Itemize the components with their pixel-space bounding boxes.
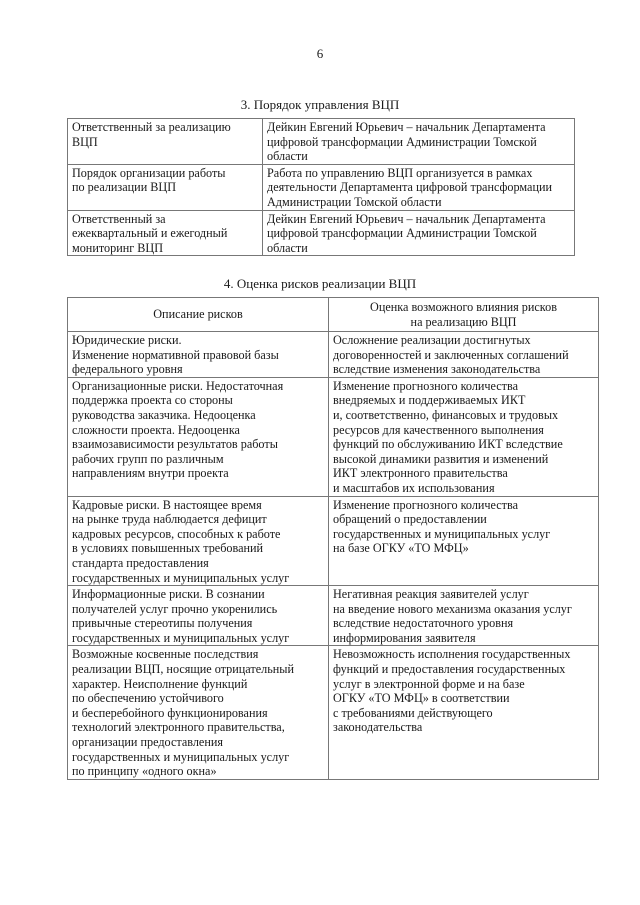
text-line: организации предоставления xyxy=(72,735,223,750)
text-line: кадровых ресурсов, способных к работе xyxy=(72,526,281,541)
risk-description-cell xyxy=(68,377,329,496)
table-row xyxy=(68,119,575,165)
text-line: ИКТ электронного правительства xyxy=(333,466,508,481)
text-line: государственных и муниципальных услуг xyxy=(72,570,290,585)
header-risk-description xyxy=(68,298,329,332)
text-line: по принципу «одного окна» xyxy=(72,764,217,779)
risk-description-cell xyxy=(68,332,329,378)
section-3-title: 3. Порядок управления ВЦП xyxy=(240,97,400,112)
text-line: высокой динамики развития и изменений xyxy=(333,451,549,466)
table-row xyxy=(68,164,575,210)
text-line: услуг в электронной форме и на базе xyxy=(333,676,525,691)
text-line: Изменение нормативной правовой базы xyxy=(72,347,279,362)
table-row xyxy=(68,210,575,256)
risk-impact-cell xyxy=(329,646,599,779)
row-value-cell xyxy=(263,119,575,165)
text-line: цифровой трансформации Администрации Томской xyxy=(267,226,537,241)
text-line: государственных и муниципальных услуг xyxy=(72,630,290,645)
text-line: на рынке труда наблюдается дефицит xyxy=(72,512,267,527)
text-line: области xyxy=(267,149,308,164)
text-line: Осложнение реализации достигнутых xyxy=(333,333,531,347)
text-line: договоренностей и заключенных соглашений xyxy=(333,347,569,362)
risk-description-cell xyxy=(68,646,329,779)
text-line: области xyxy=(267,240,308,255)
text-line: вследствие изменения законодательства xyxy=(333,362,541,377)
text-line: направлениям внутри проекта xyxy=(72,466,229,481)
text-line: Информационные риски. В сознании xyxy=(72,587,265,602)
text-line: по реализации ВЦП xyxy=(72,180,177,195)
text-line: Порядок организации работы xyxy=(72,165,226,180)
text-line: ресурсов для качественного выполнения xyxy=(333,422,544,437)
text-line: Кадровые риски. В настоящее время xyxy=(72,497,262,512)
text-line: деятельности Департамента цифровой трансформации xyxy=(267,180,553,195)
text-line: Дейкин Евгений Юрьевич – начальник Департамента xyxy=(267,120,546,134)
text-line: на реализацию ВЦП xyxy=(410,314,517,329)
table-row xyxy=(68,646,599,779)
text-line: Изменение прогнозного количества xyxy=(333,497,519,512)
text-line: и, соответственно, финансовых и трудовых xyxy=(333,407,559,422)
text-line: и масштабов их использования xyxy=(333,480,495,495)
text-line: ОГКУ «ТО МФЦ» в соответствии xyxy=(333,691,510,706)
risk-table-header-row xyxy=(68,298,599,332)
management-table xyxy=(67,118,575,256)
text-line: внедряемых и поддерживаемых ИКТ xyxy=(333,393,526,408)
row-value-cell xyxy=(263,210,575,256)
text-line: законодательства xyxy=(333,720,423,735)
text-line: характер. Неисполнение функций xyxy=(72,676,248,691)
text-line: Описание рисков xyxy=(153,307,243,322)
text-line: Возможные косвенные последствия xyxy=(72,647,259,662)
row-label-cell xyxy=(68,164,263,210)
text-line: Дейкин Евгений Юрьевич – начальник Департамента xyxy=(267,211,546,226)
text-line: с требованиями действующего xyxy=(333,705,493,720)
text-line: привычные стереотипы получения xyxy=(72,616,253,631)
text-line: государственных и муниципальных услуг xyxy=(333,526,551,541)
text-line: вследствие недостаточного уровня xyxy=(333,616,514,631)
text-line: мониторинг ВЦП xyxy=(72,240,164,255)
table-row xyxy=(68,332,599,378)
text-line: Юридические риски. xyxy=(72,333,182,347)
text-line: Ответственный за xyxy=(72,211,166,226)
header-risk-impact xyxy=(329,298,599,332)
text-line: руководства заказчика. Недооценка xyxy=(72,407,256,422)
text-line: на введение нового механизма оказания услуг xyxy=(333,601,572,616)
row-label-cell xyxy=(68,119,263,165)
text-line: информирования заявителя xyxy=(333,630,476,645)
text-line: и бесперебойного функционирования xyxy=(72,705,268,720)
text-line: функций по обслуживанию ИКТ вследствие xyxy=(333,437,563,452)
section-4-title: 4. Оценка рисков реализации ВЦП xyxy=(223,276,417,291)
text-line: Невозможность исполнения государственных xyxy=(333,647,571,662)
row-value-cell xyxy=(263,164,575,210)
risk-impact-cell xyxy=(329,496,599,586)
table-row xyxy=(68,586,599,646)
risk-impact-cell xyxy=(329,377,599,496)
text-line: ежеквартальный и ежегодный xyxy=(72,226,228,241)
risk-assessment-table xyxy=(67,297,599,780)
text-line: стандарта предоставления xyxy=(72,555,209,570)
text-line: Ответственный за реализацию xyxy=(72,120,231,134)
text-line: функций и предоставления государственных xyxy=(333,662,566,677)
text-line: на базе ОГКУ «ТО МФЦ» xyxy=(333,541,469,556)
page-number: 6 xyxy=(316,46,324,61)
text-line: сложности проекта. Недооценка xyxy=(72,422,240,437)
text-line: Оценка возможного влияния рисков xyxy=(370,299,557,314)
text-line: взаимозависимости результатов работы xyxy=(72,437,278,452)
text-line: в условиях повышенных требований xyxy=(72,541,264,556)
text-line: по обеспечению устойчивого xyxy=(72,691,224,706)
text-line: технологий электронного правительства, xyxy=(72,720,285,735)
text-line: федерального уровня xyxy=(72,362,183,377)
text-line: обращений о предоставлении xyxy=(333,512,487,527)
text-line: Администрации Томской области xyxy=(267,194,442,209)
row-label-cell xyxy=(68,210,263,256)
risk-description-cell xyxy=(68,496,329,586)
text-line: Негативная реакция заявителей услуг xyxy=(333,587,529,602)
text-line: ВЦП xyxy=(72,134,98,149)
table-row xyxy=(68,377,599,496)
table-row xyxy=(68,496,599,586)
text-line: рабочих групп по различным xyxy=(72,451,224,466)
text-line: Изменение прогнозного количества xyxy=(333,378,519,393)
text-line: государственных и муниципальных услуг xyxy=(72,749,290,764)
risk-impact-cell xyxy=(329,586,599,646)
text-line: реализации ВЦП, носящие отрицательный xyxy=(72,662,294,677)
text-line: цифровой трансформации Администрации Томской xyxy=(267,134,537,149)
text-line: Работа по управлению ВЦП организуется в рамках xyxy=(267,165,533,180)
risk-impact-cell xyxy=(329,332,599,378)
risk-description-cell xyxy=(68,586,329,646)
text-line: поддержка проекта со стороны xyxy=(72,393,233,408)
text-line: Организационные риски. Недостаточная xyxy=(72,378,284,393)
text-line: получателей услуг прочно укоренились xyxy=(72,601,278,616)
